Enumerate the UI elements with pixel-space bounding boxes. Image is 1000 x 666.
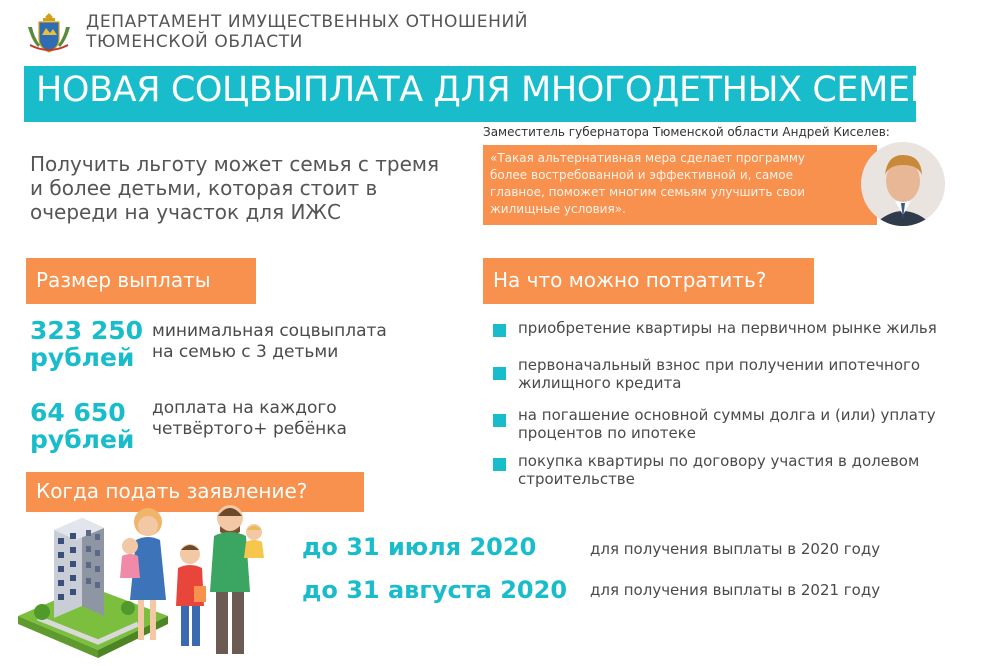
spend-item-1-line1: приобретение квартиры на первичном рынке жилья [518, 319, 937, 337]
quote-line-4: жилищные условия». [490, 202, 626, 216]
bullet-square-icon [493, 414, 506, 427]
spend-item-3-line2: процентов по ипотеке [518, 424, 697, 442]
page-title: НОВАЯ СОЦВЫПЛАТА ДЛЯ МНОГОДЕТНЫХ СЕМЕЙ [36, 70, 936, 110]
application-header: Когда подать заявление? [26, 472, 364, 512]
bullet-square-icon [493, 367, 506, 380]
deadline-date-2: до 31 августа 2020 [302, 576, 568, 604]
spend-item-3-line1: на погашение основной суммы долга и (или) уплату [518, 406, 936, 424]
bullet-square-icon [493, 458, 506, 471]
spend-item-4-line2: строительстве [518, 470, 635, 488]
family-house-illustration [18, 500, 288, 666]
coat-of-arms-icon [24, 11, 74, 55]
department-name-line1: ДЕПАРТАМЕНТ ИМУЩЕСТВЕННЫХ ОТНОШЕНИЙ [86, 12, 529, 32]
spend-item-2-line2: жилищного кредита [518, 374, 682, 392]
intro-line-2: и более детьми, которая стоит в [30, 176, 378, 200]
deadline-note-1: для получения выплаты в 2020 году [590, 540, 881, 558]
deadline-note-2: для получения выплаты в 2021 году [590, 581, 881, 599]
payment-size-header: Размер выплаты [26, 258, 256, 304]
payment-desc-1-line1: минимальная соцвыплата [152, 321, 387, 341]
intro-line-1: Получить льготу может семья с тремя [30, 152, 440, 176]
payment-amount-2: 64 650 [30, 398, 126, 427]
payment-desc-1-line2: на семью с 3 детьми [152, 342, 339, 362]
bullet-square-icon [493, 324, 506, 337]
payment-amount-1: 323 250 [30, 316, 144, 345]
payment-desc-2-line1: доплата на каждого [152, 398, 337, 418]
department-name-line2: ТЮМЕНСКОЙ ОБЛАСТИ [86, 32, 303, 52]
payment-desc-2-line2: четвёртого+ ребёнка [152, 419, 347, 439]
intro-line-3: очереди на участок для ИЖС [30, 200, 341, 224]
quote-author: Заместитель губернатора Тюменской области Андрей Киселев: [483, 125, 890, 139]
spend-item-2-line1: первоначальный взнос при получении ипотечного [518, 356, 921, 374]
payment-unit-2: рублей [30, 425, 135, 454]
quote-line-1: «Такая альтернативная мера сделает программу [490, 151, 806, 165]
quote-line-3: главное, поможет многим семьям улучшить свои [490, 185, 806, 199]
payment-unit-1: рублей [30, 343, 135, 372]
portrait-photo [860, 141, 946, 227]
spend-header: На что можно потратить? [483, 258, 814, 304]
spend-item-4-line1: покупка квартиры по договору участия в долевом [518, 452, 920, 470]
quote-line-2: более востребованной и эффективной и, самое [490, 168, 793, 182]
deadline-date-1: до 31 июля 2020 [302, 533, 537, 561]
